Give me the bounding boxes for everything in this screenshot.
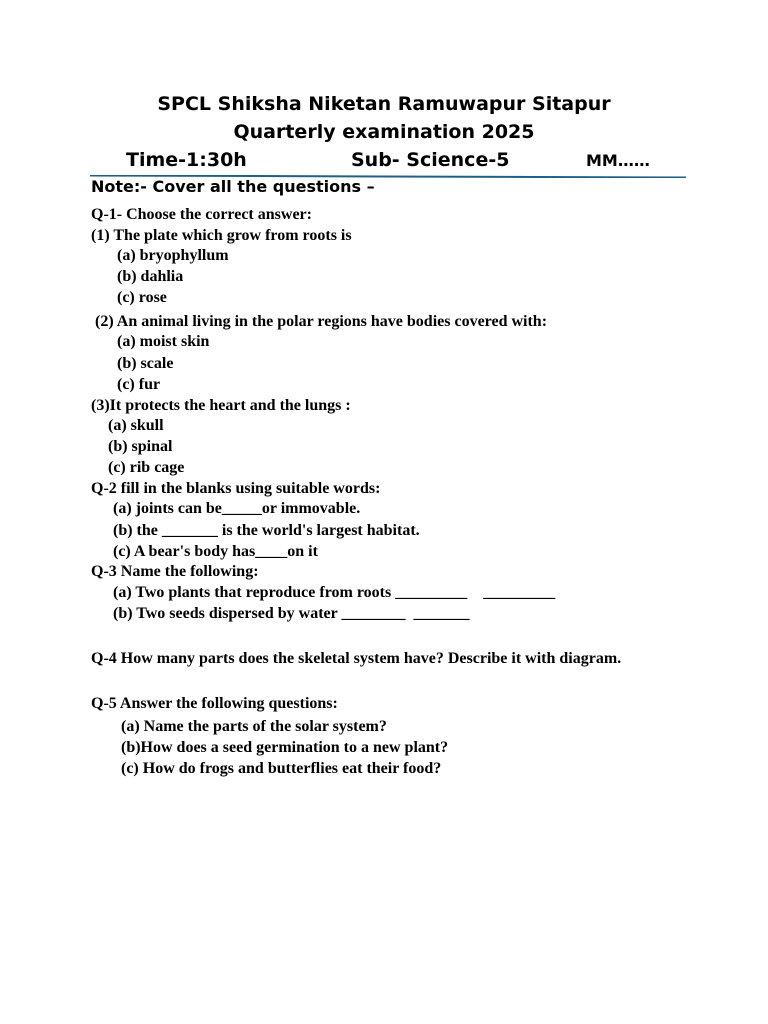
q1-heading: Q-1- Choose the correct answer: — [91, 206, 312, 223]
note-text: Note:- Cover all the questions – — [91, 177, 375, 196]
q1-item-1-question: (1) The plate which grow from roots is — [91, 227, 352, 244]
q1-item-3-question: (3)It protects the heart and the lungs : — [91, 397, 351, 414]
q3-item-b: (b) Two seeds dispersed by water ________ _______ — [113, 605, 470, 622]
q1-item-1-option-a: (a) bryophyllum — [117, 247, 229, 264]
q5-item-b: (b)How does a seed germination to a new plant? — [121, 739, 449, 756]
q5-item-a: (a) Name the parts of the solar system? — [121, 718, 387, 735]
q1-item-2-option-a: (a) moist skin — [117, 333, 210, 350]
q1-item-1-option-c: (c) rose — [117, 289, 167, 306]
q1-item-3-option-a: (a) skull — [108, 417, 164, 434]
q4-heading: Q-4 How many parts does the skeletal system have? Describe it with diagram. — [91, 650, 622, 667]
q1-item-1-option-b: (b) dahlia — [117, 268, 184, 285]
max-marks: MM…… — [586, 151, 650, 170]
q3-item-a: (a) Two plants that reproduce from roots _________ _________ — [113, 584, 556, 601]
q1-item-2-option-c: (c) fur — [117, 376, 161, 393]
q2-item-a: (a) joints can be_____or immovable. — [113, 500, 361, 517]
q5-heading: Q-5 Answer the following questions: — [91, 695, 338, 712]
exam-time: Time-1:30h — [126, 149, 247, 171]
exam-subject: Sub- Science-5 — [351, 149, 510, 171]
q1-item-2-question: (2) An animal living in the polar regions have bodies covered with: — [91, 313, 548, 330]
q1-item-3-option-b: (b) spinal — [108, 438, 173, 455]
q3-heading: Q-3 Name the following: — [91, 563, 259, 580]
q2-heading: Q-2 fill in the blanks using suitable words: — [91, 480, 381, 497]
q2-item-c: (c) A bear's body has____on it — [113, 543, 318, 560]
q1-item-2-option-b: (b) scale — [117, 355, 174, 372]
q5-item-c: (c) How do frogs and butterflies eat their food? — [121, 760, 442, 777]
q1-item-3-option-c: (c) rib cage — [108, 459, 185, 476]
school-name: SPCL Shiksha Niketan Ramuwapur Sitapur — [157, 93, 611, 115]
exam-title: Quarterly examination 2025 — [233, 121, 535, 143]
q2-item-b: (b) the _______ is the world's largest habitat. — [113, 522, 420, 539]
